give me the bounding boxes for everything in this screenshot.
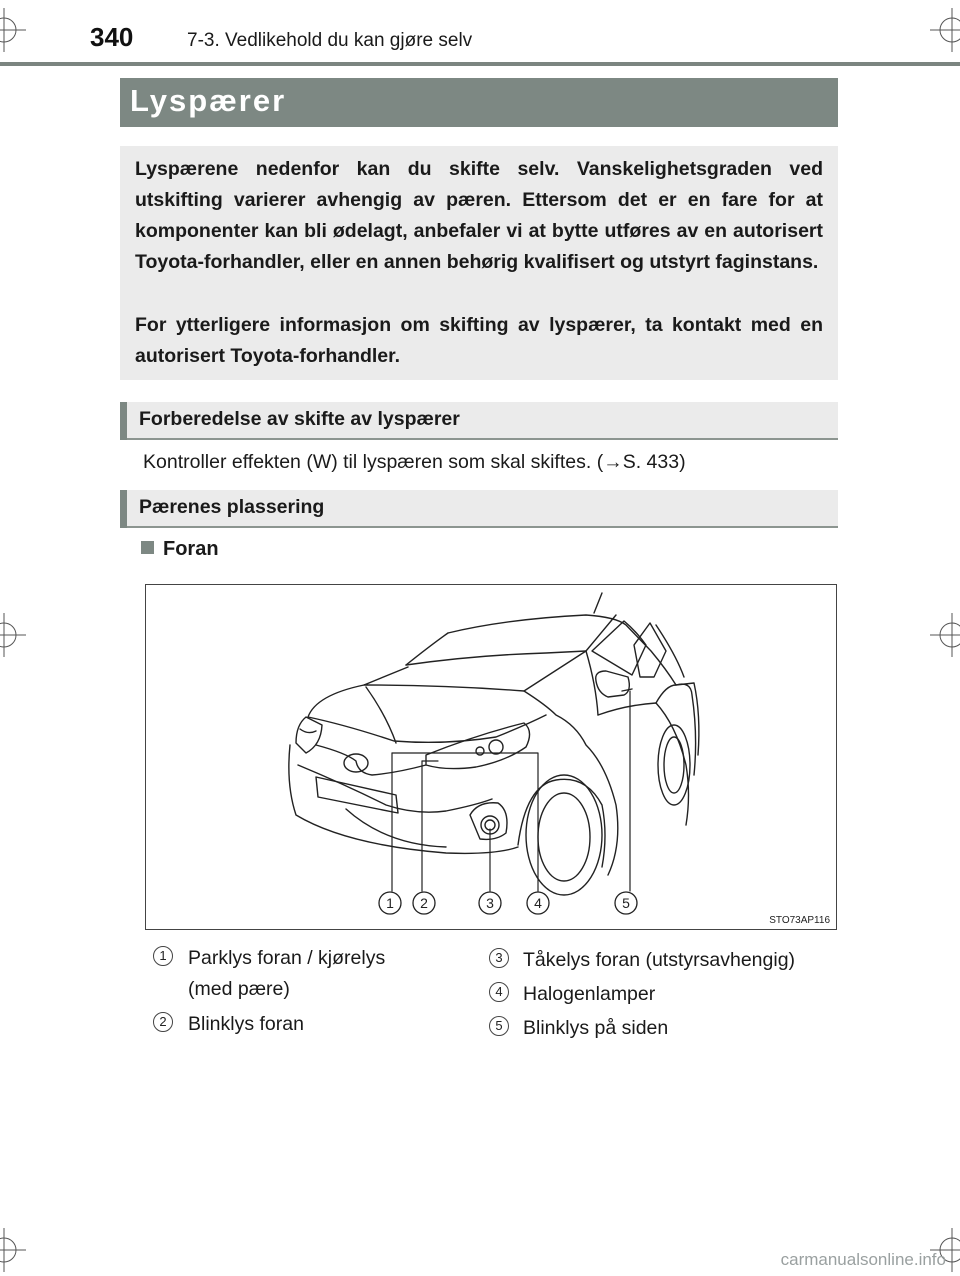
legend-item-1-line2: (med pære): [188, 978, 290, 1000]
legend-item-1: [188, 944, 385, 1003]
callout-1: [379, 892, 401, 914]
section-heading-preparation-text: Forberedelse av skifte av lyspærer: [139, 408, 460, 430]
heading-accent-bar: [120, 490, 127, 528]
callout-2-label: 2: [420, 895, 428, 911]
car-front-figure: [145, 584, 837, 930]
legend-item-1-line1: Parklys foran / kjørelys: [188, 947, 386, 969]
subheading-front-text: Foran: [163, 538, 219, 560]
legend-item-4: Halogenlamper: [523, 983, 656, 1005]
legend-number: 4: [489, 982, 509, 1002]
square-bullet-icon: [141, 541, 154, 554]
intro-paragraph-2: For ytterligere informasjon om skifting av lyspærer, ta kontakt med en autorisert Toyota-forhandler.: [135, 314, 823, 367]
legend-number: 3: [489, 948, 509, 968]
prep-instruction: Kontroller effekten (W) til lyspæren som skal skiftes. (→S. 433): [143, 451, 686, 473]
callout-3: [479, 892, 501, 914]
page-number: 340: [90, 22, 134, 52]
legend-item-5: Blinklys på siden: [523, 1017, 669, 1039]
callout-2: [413, 892, 435, 914]
subheading-front: [141, 538, 219, 561]
callout-5-label: 5: [622, 895, 630, 911]
section-heading-location: [120, 490, 838, 528]
callout-3-label: 3: [486, 895, 494, 911]
legend-item-2: Blinklys foran: [188, 1013, 304, 1035]
callout-4-label: 4: [534, 895, 542, 911]
figure-code: STO73AP116: [769, 915, 830, 926]
legend-number: 2: [153, 1012, 173, 1032]
legend-item-3: Tåkelys foran (utstyrsavhengig): [523, 949, 796, 971]
callout-4: [527, 892, 549, 914]
page-title-banner: [120, 78, 838, 127]
page-title: Lyspærer: [130, 83, 287, 118]
header-divider: [0, 62, 960, 66]
car-illustration: [146, 585, 837, 930]
section-path: 7-3. Vedlikehold du kan gjøre selv: [187, 30, 473, 51]
heading-accent-bar: [120, 402, 127, 440]
callout-5: [615, 892, 637, 914]
section-heading-preparation: [120, 402, 838, 440]
legend-number: 5: [489, 1016, 509, 1036]
intro-paragraph-1: Lyspærene nedenfor kan du skifte selv. Vanskelighetsgraden ved utskifting varierer avhengig av pæren. Ettersom det er en fare for at komponenter kan bli ødelagt, anbefaler vi at bytte utføres av en autorisert Toyota-forhandler, eller en annen behørig kvalifisert og utstyrt faginstans.: [135, 158, 823, 273]
intro-box: [120, 146, 838, 380]
callout-1-label: 1: [386, 895, 394, 911]
section-heading-location-text: Pærenes plassering: [139, 496, 325, 518]
footer-watermark: carmanualsonline.info: [780, 1250, 946, 1269]
legend-number: 1: [153, 946, 173, 966]
